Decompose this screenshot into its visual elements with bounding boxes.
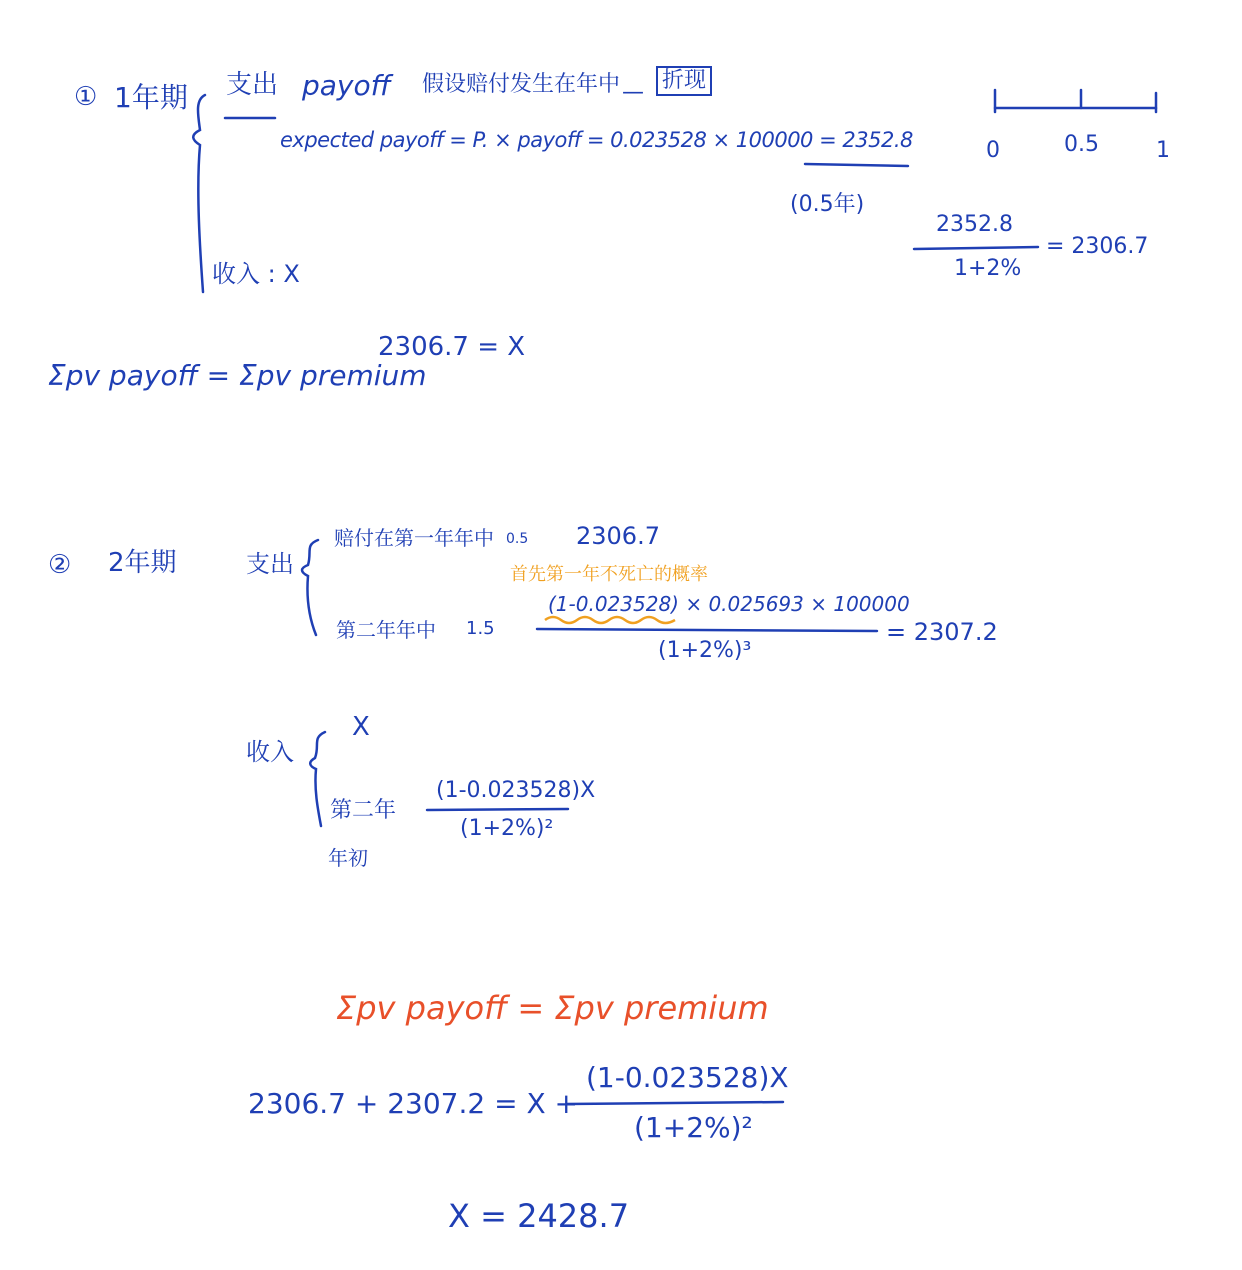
- final-answer: X = 2428.7: [448, 1197, 630, 1235]
- s2-row2-denominator: (1+2%)³: [658, 638, 752, 663]
- frac-bar-2: [537, 629, 877, 631]
- final-equation: Σpv payoff = Σpv premium: [336, 989, 769, 1027]
- timeline-label-0: 0: [986, 138, 1000, 163]
- s1-timing: (0.5年): [790, 192, 865, 217]
- s1-income: 收入 : X: [212, 260, 300, 288]
- s1-dash: —: [622, 80, 644, 105]
- s2-row1-value: 2306.7: [576, 522, 660, 550]
- s1-expense-label: 支出: [226, 70, 279, 100]
- s2-note: 首先第一年不死亡的概率: [510, 564, 708, 585]
- s2-income-row2-sub: 年初: [328, 846, 368, 870]
- s2-income-numerator: (1-0.023528)X: [436, 778, 596, 803]
- s2-row1-time: 0.5: [506, 531, 529, 547]
- section1-index: ①: [74, 82, 98, 112]
- final-numerator: (1-0.023528)X: [586, 1061, 789, 1094]
- frac-bar-4: [567, 1102, 783, 1104]
- s2-income-row2-label: 第二年: [330, 798, 397, 823]
- timeline-label-05: 0.5: [1064, 132, 1099, 157]
- s1-equation: Σpv payoff = Σpv premium: [48, 359, 427, 392]
- s2-row2-numerator: (1-0.023528) × 0.025693 × 100000: [548, 592, 910, 616]
- s2-row1-label: 赔付在第一年年中: [334, 526, 494, 550]
- timeline-label-1: 1: [1156, 138, 1170, 163]
- s1-assumption: 假设赔付发生在年中: [422, 72, 621, 97]
- s2-income-denominator: (1+2%)²: [460, 816, 554, 841]
- s2-row2-label: 第二年年中: [336, 618, 436, 642]
- s1-frac-denominator: 1+2%: [954, 256, 1022, 281]
- section1-title: 1年期: [114, 81, 188, 114]
- brace-section2-income: [310, 732, 325, 826]
- s2-income-row1: X: [352, 712, 370, 742]
- s1-frac-result: = 2306.7: [1046, 234, 1149, 259]
- section2-title: 2年期: [108, 548, 177, 578]
- brace-section2-expense: [302, 540, 318, 635]
- s2-income-label: 收入: [246, 738, 294, 766]
- final-lhs: 2306.7 + 2307.2 = X +: [248, 1087, 579, 1120]
- frac-bar-3: [427, 809, 568, 810]
- s1-expected-payoff: expected payoff = P. × payoff = 0.023528 × 100000 = 2352.8: [280, 128, 913, 152]
- s1-discount-box: 折现: [656, 66, 712, 96]
- s2-expense-label: 支出: [246, 550, 294, 578]
- brace-section1: [193, 95, 205, 292]
- section2-index: ②: [48, 550, 72, 580]
- s2-row2-time: 1.5: [466, 618, 495, 639]
- frac-bar-1: [914, 247, 1038, 249]
- s1-payoff-label: payoff: [302, 69, 391, 102]
- s1-result: 2306.7 = X: [378, 332, 526, 362]
- s2-row2-result: = 2307.2: [886, 618, 998, 646]
- final-denominator: (1+2%)²: [634, 1111, 753, 1144]
- underline-2352: [805, 164, 908, 166]
- wavy-highlight: [545, 617, 675, 623]
- s1-frac-numerator: 2352.8: [936, 212, 1013, 237]
